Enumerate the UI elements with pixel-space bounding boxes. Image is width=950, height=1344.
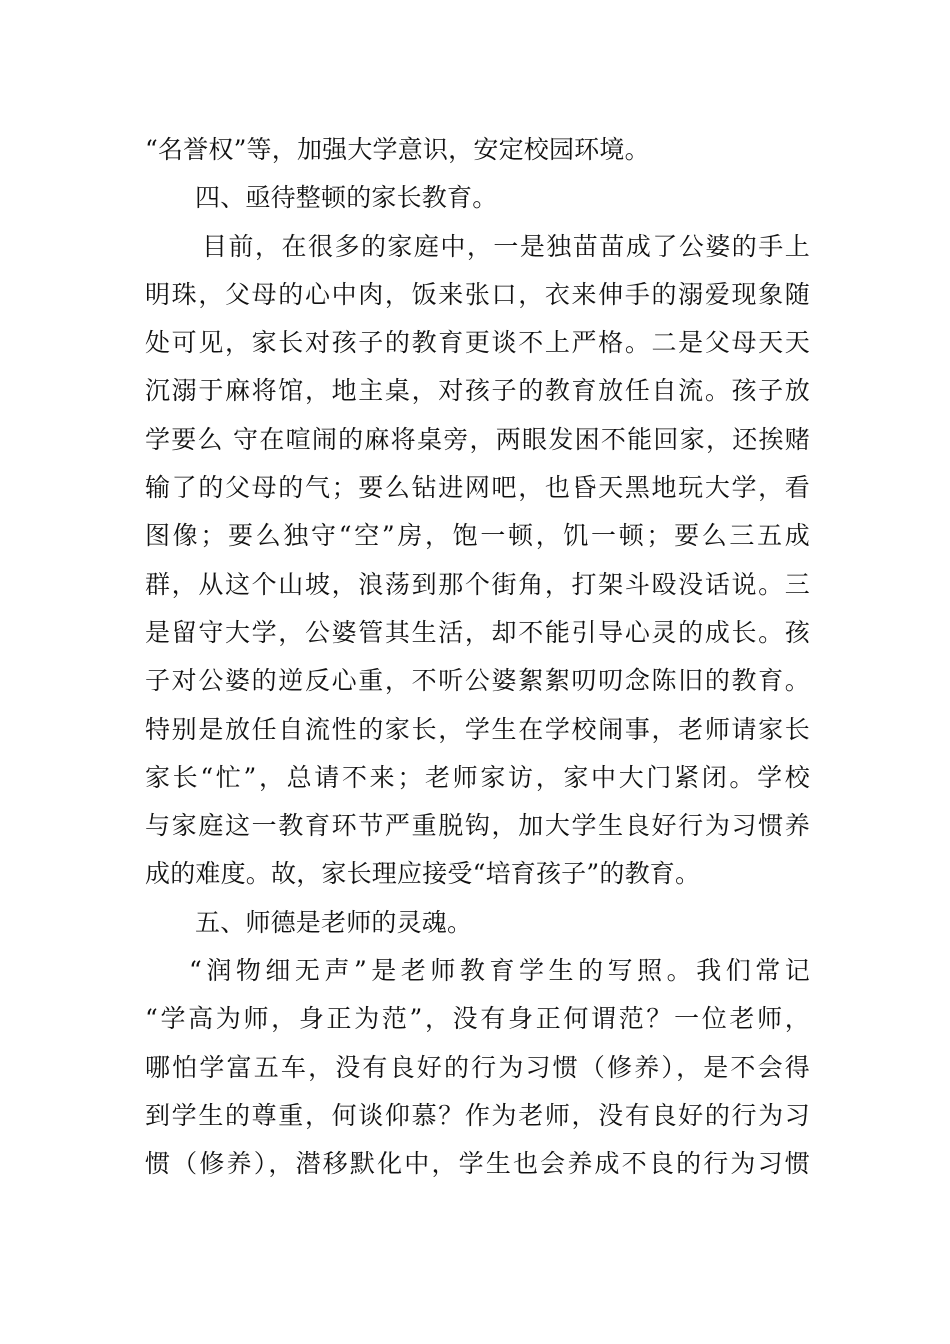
text-line: 家长“忙”，总请不来；老师家访，家中大门紧闭。学校 [145, 762, 810, 792]
text-line: 学要么 守在喧闹的麻将桌旁，两眼发困不能回家，还挨赌 [145, 424, 810, 454]
text-line: 与家庭这一教育环节严重脱钩，加大学生良好行为习惯养 [145, 811, 810, 841]
text-line: 图像；要么独守“空”房，饱一顿，饥一顿；要么三五成 [145, 521, 810, 551]
text-line: 明珠，父母的心中肉，饭来张口，衣来伸手的溺爱现象随 [145, 279, 810, 309]
text-line: 惯（修养），潜移默化中，学生也会养成不良的行为习惯 [145, 1149, 810, 1179]
text-line: 群，从这个山坡，浪荡到那个街角，打架斗殴没话说。三 [145, 569, 810, 599]
text-line: 输了的父母的气；要么钻进网吧，也昏天黑地玩大学，看 [145, 473, 810, 503]
text-line: 处可见，家长对孩子的教育更谈不上严格。二是父母天天 [145, 328, 810, 358]
document-body [145, 126, 810, 1189]
section-heading: 五、师德是老师的灵魂。 [195, 907, 473, 937]
text-line: 沉溺于麻将馆，地主桌，对孩子的教育放任自流。孩子放 [145, 376, 810, 406]
text-line: 哪怕学富五车，没有良好的行为习惯（修养），是不会得 [145, 1052, 810, 1082]
text-line: 目前，在很多的家庭中，一是独苗苗成了公婆的手上 [202, 231, 810, 261]
text-line: 子对公婆的逆反心重，不听公婆絮絮叨叨念陈旧的教育。 [145, 666, 810, 696]
section-heading: 四、亟待整顿的家长教育。 [195, 183, 498, 213]
text-line: “名誉权”等，加强大学意识，安定校园环境。 [145, 135, 650, 164]
text-line: 到学生的尊重，何谈仰慕？作为老师，没有良好的行为习 [145, 1100, 810, 1130]
text-line: “润物细无声”是老师教育学生的写照。我们常记 [189, 956, 810, 986]
text-line: 成的难度。故，家长理应接受“培育孩子”的教育。 [145, 859, 701, 889]
text-line: 是留守大学，公婆管其生活，却不能引导心灵的成长。孩 [145, 617, 810, 647]
text-line: 特别是放任自流性的家长，学生在学校闹事，老师请家长 [145, 714, 810, 744]
text-line: “学高为师，身正为范”，没有身正何谓范？一位老师， [145, 1004, 810, 1034]
